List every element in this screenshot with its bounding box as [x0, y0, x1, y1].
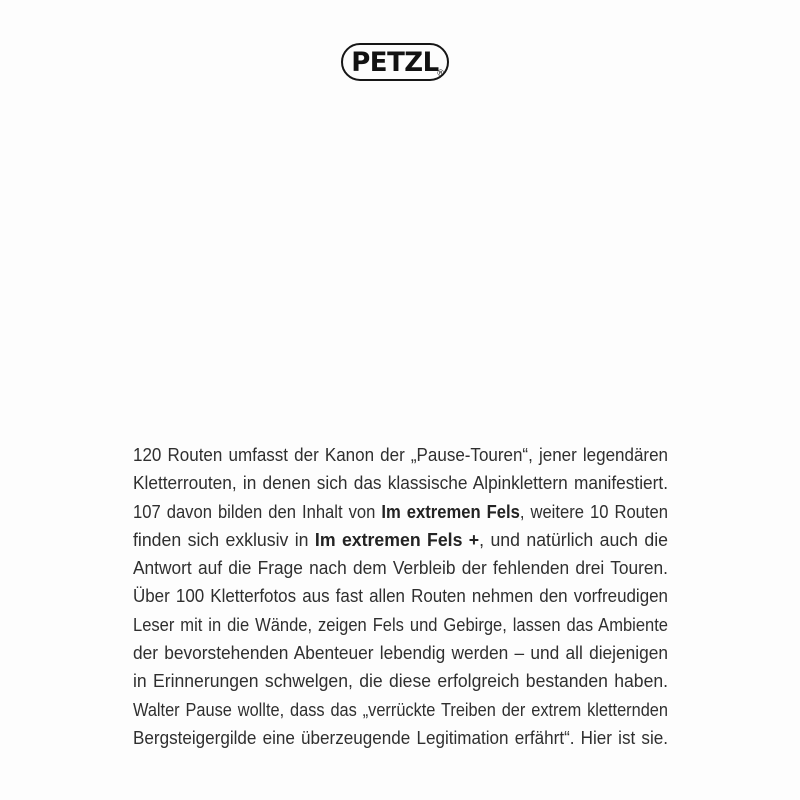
paragraph-text: Über 100 Kletterfotos aus fast allen Routen nehmen den vorfreudigen	[133, 586, 668, 607]
paragraph-line	[133, 441, 668, 469]
petzl-logo	[341, 43, 449, 81]
paragraph-line	[133, 667, 668, 695]
paragraph-text: finden sich exklusiv in	[133, 529, 315, 550]
paragraph-text: Kletterrouten, in denen sich das klassische Alpinklettern manifestiert.	[133, 473, 668, 494]
paragraph-line	[133, 611, 668, 639]
registered-trademark-icon: ®	[437, 68, 444, 78]
book-title-bold: Im extremen Fels	[381, 501, 520, 522]
paragraph-line	[133, 554, 668, 582]
paragraph-line	[133, 582, 668, 610]
paragraph-text: Leser mit in die Wände, zeigen Fels und Gebirge, lassen das Ambiente	[133, 614, 668, 635]
paragraph-text: , und natürlich auch die	[479, 529, 668, 550]
paragraph-text: 120 Routen umfasst der Kanon der „Pause-Touren“, jener legendären	[133, 445, 668, 465]
paragraph-text: der bevorstehenden Abenteuer lebendig werden – und all diejenigen	[133, 643, 668, 664]
paragraph-line	[133, 498, 668, 526]
paragraph-text: Antwort auf die Frage nach dem Verbleib der fehlenden drei Touren.	[133, 558, 668, 579]
petzl-logo-text: PETZL	[351, 47, 439, 79]
paragraph-line	[133, 696, 668, 724]
paragraph-line	[133, 724, 668, 752]
paragraph-line	[133, 639, 668, 667]
book-title-bold: Im extremen Fels +	[314, 529, 480, 550]
paragraph-text: , weitere 10 Routen	[519, 501, 668, 522]
paragraph-line	[133, 469, 668, 497]
paragraph-text: Bergsteigergilde eine überzeugende Legitimation erfährt“. Hier ist sie.	[133, 727, 668, 748]
paragraph-text: Walter Pause wollte, dass das „verrückte Treiben der extrem kletternden	[133, 699, 668, 720]
paragraph-text: in Erinnerungen schwelgen, die diese erfolgreich bestanden haben.	[133, 671, 668, 692]
intro-paragraph	[133, 441, 668, 752]
paragraph-text: 107 davon bilden den Inhalt von	[133, 501, 382, 522]
paragraph-line	[133, 526, 668, 554]
